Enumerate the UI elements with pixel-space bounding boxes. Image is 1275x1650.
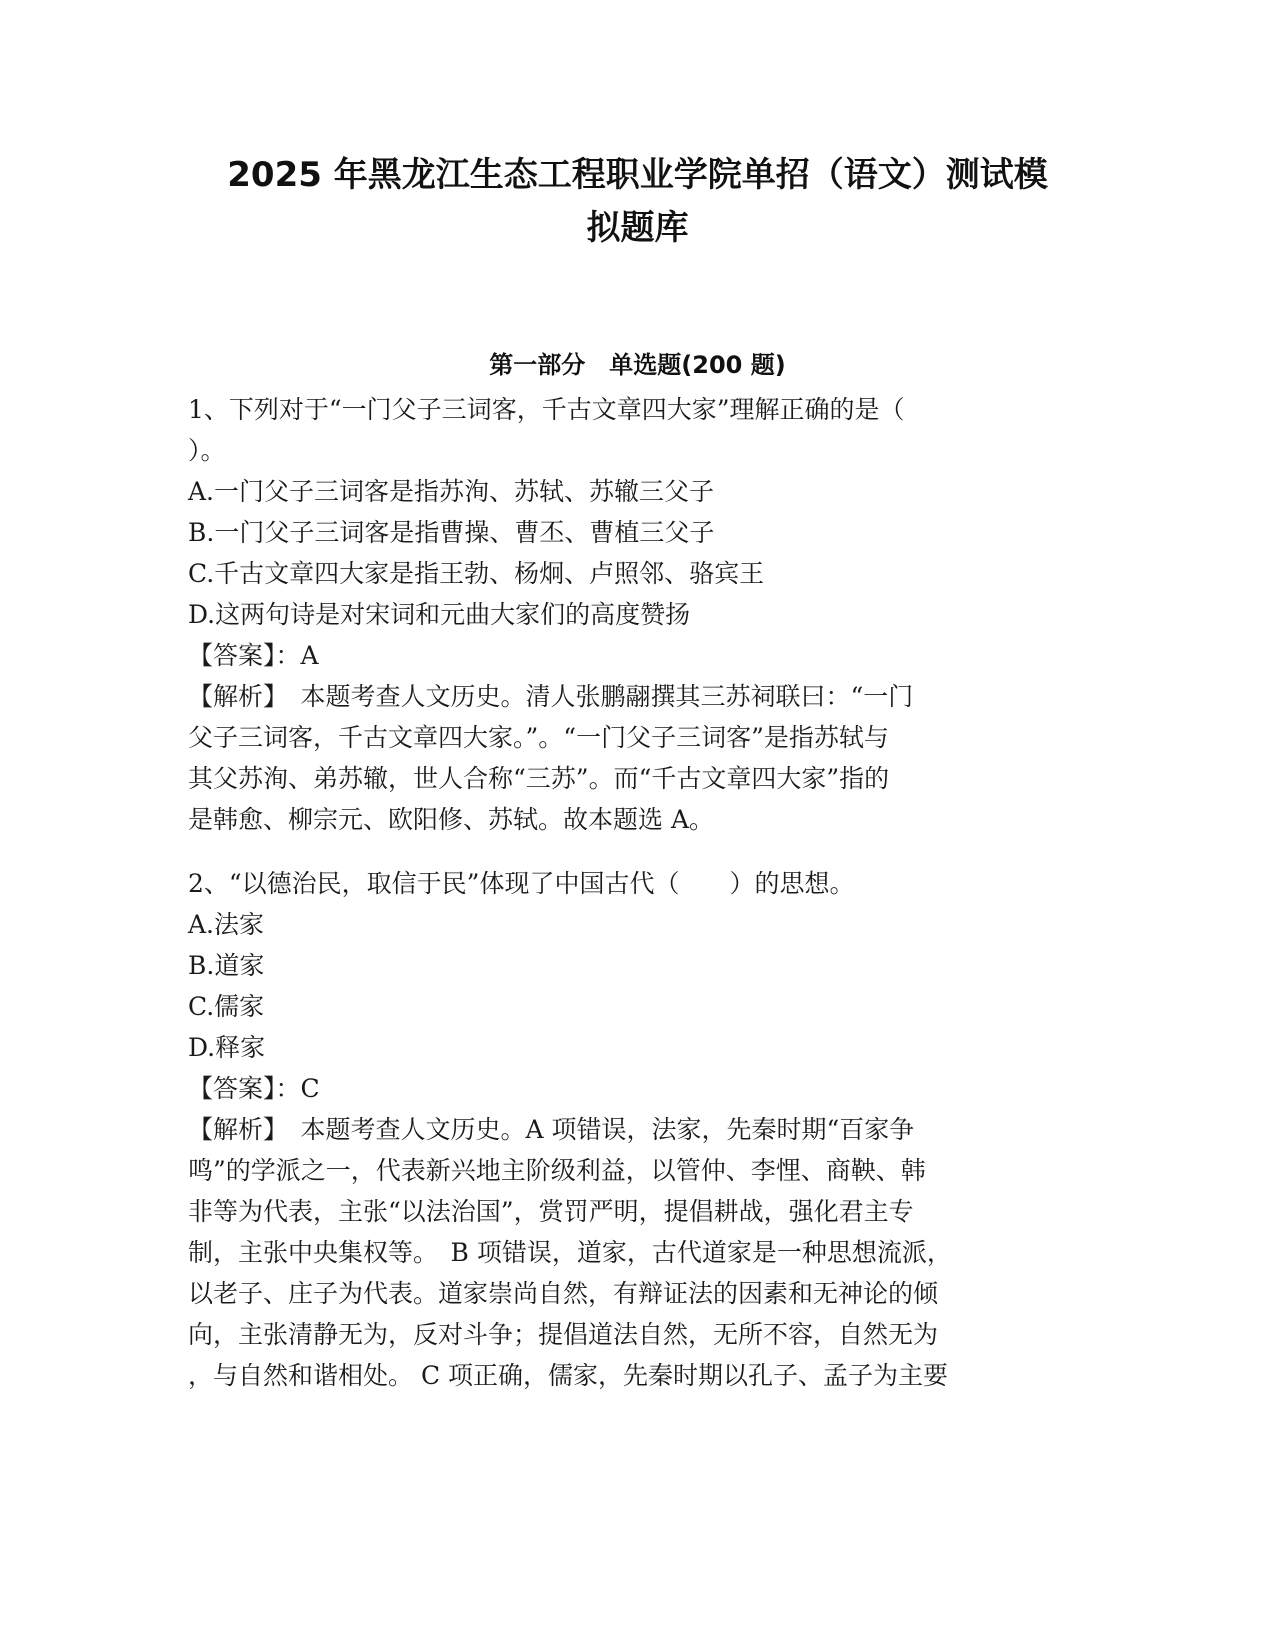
question-2-analysis-line-3: 非等为代表，主张“以法治国”，赏罚严明，提倡耕战，强化君主专	[188, 1197, 914, 1226]
question-1-analysis-line-3: 其父苏洵、弟苏辙，世人合称“三苏”。而“千古文章四大家”指的	[188, 764, 890, 793]
section-heading: 第一部分 单选题(200 题)	[489, 351, 786, 379]
question-1-analysis-line-1: 【解析】 本题考查人文历史。清人张鹏翮撰其三苏祠联曰：“一门	[188, 682, 914, 711]
question-2-option-b: B.道家	[188, 951, 265, 980]
question-2-analysis-line-5: 以老子、庄子为代表。道家崇尚自然，有辩证法的因素和无神论的倾	[188, 1279, 939, 1308]
question-2-analysis-line-1: 【解析】 本题考查人文历史。A 项错误，法家，先秦时期“百家争	[188, 1115, 915, 1144]
document-title-line-2: 拟题库	[586, 208, 689, 248]
question-1-stem-line-1: 1、下列对于“一门父子三词客，千古文章四大家”理解正确的是（	[188, 395, 905, 424]
question-2-analysis-line-6: 向，主张清静无为，反对斗争；提倡道法自然，无所不容，自然无为	[188, 1320, 939, 1349]
question-2-stem-line-1: 2、“以德治民，取信于民”体现了中国古代（ ）的思想。	[188, 869, 855, 898]
question-2-option-d: D.释家	[188, 1033, 266, 1062]
question-1-option-b: B.一门父子三词客是指曹操、曹丕、曹植三父子	[188, 518, 715, 547]
question-1-option-d: D.这两句诗是对宋词和元曲大家们的高度赞扬	[188, 600, 691, 629]
question-2-answer: 【答案】：C	[188, 1074, 320, 1103]
question-2-option-c: C.儒家	[188, 992, 265, 1021]
question-1-analysis-line-2: 父子三词客，千古文章四大家。”。“一门父子三词客”是指苏轼与	[188, 723, 889, 752]
question-2-option-a: A.法家	[188, 910, 265, 939]
question-1-stem-line-2: ）。	[188, 436, 226, 465]
question-1-option-a: A.一门父子三词客是指苏洵、苏轼、苏辙三父子	[188, 477, 715, 506]
question-2-analysis-line-4: 制，主张中央集权等。 B 项错误，道家，古代道家是一种思想流派，	[188, 1238, 952, 1267]
question-1-analysis-line-4: 是韩愈、柳宗元、欧阳修、苏轼。故本题选 A。	[188, 805, 715, 834]
question-1-answer: 【答案】：A	[188, 641, 319, 670]
question-2-analysis-line-7: ，与自然和谐相处。 C 项正确，儒家，先秦时期以孔子、孟子为主要	[188, 1361, 949, 1390]
document-title-line-1: 2025 年黑龙江生态工程职业学院单招（语文）测试模	[227, 155, 1048, 195]
question-1-option-c: C.千古文章四大家是指王勃、杨炯、卢照邻、骆宾王	[188, 559, 765, 588]
question-2-analysis-line-2: 鸣”的学派之一，代表新兴地主阶级利益，以管仲、李悝、商鞅、韩	[188, 1156, 926, 1185]
